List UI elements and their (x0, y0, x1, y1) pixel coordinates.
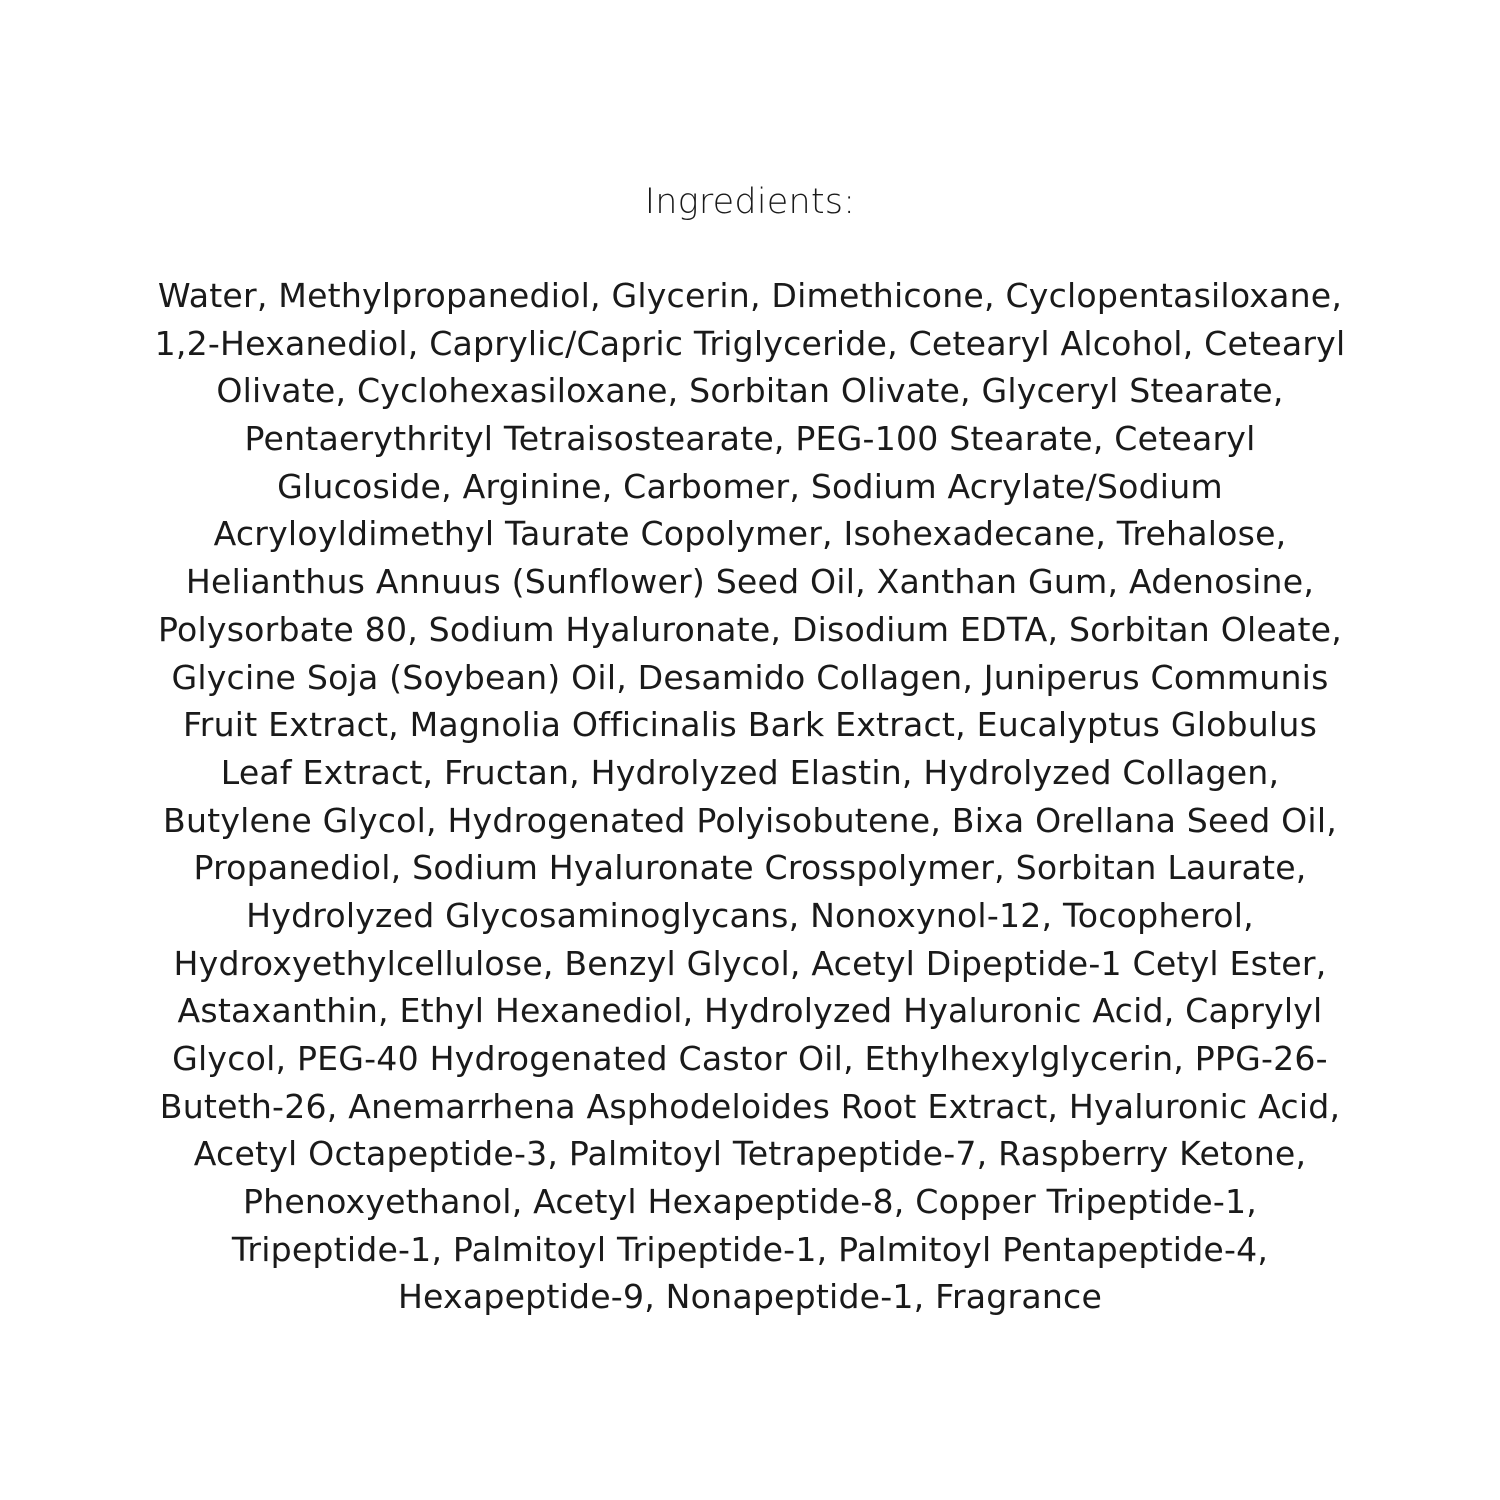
ingredients-line: Buteth-26, Anemarrhena Asphodeloides Root Extract, Hyaluronic Acid, (159, 1086, 1341, 1126)
ingredients-line: Olivate, Cyclohexasiloxane, Sorbitan Olivate, Glyceryl Stearate, (216, 371, 1284, 411)
ingredients-line: Glucoside, Arginine, Carbomer, Sodium Acrylate/Sodium (277, 466, 1223, 506)
ingredients-line: Helianthus Annuus (Sunflower) Seed Oil, Xanthan Gum, Adenosine, (185, 562, 1315, 602)
ingredients-line: Tripeptide-1, Palmitoyl Tripeptide-1, Palmitoyl Pentapeptide-4, (231, 1229, 1269, 1269)
ingredients-line: Phenoxyethanol, Acetyl Hexapeptide-8, Copper Tripeptide-1, (242, 1182, 1258, 1222)
ingredients-line: Pentaerythrityl Tetraisostearate, PEG-100 Stearate, Cetearyl (244, 419, 1256, 459)
ingredients-line: 1,2-Hexanediol, Caprylic/Capric Triglyceride, Cetearyl Alcohol, Cetearyl (154, 323, 1346, 363)
ingredients-line: Butylene Glycol, Hydrogenated Polyisobutene, Bixa Orellana Seed Oil, (163, 800, 1337, 840)
ingredients-line: Acryloyldimethyl Taurate Copolymer, Isohexadecane, Trehalose, (213, 514, 1287, 554)
ingredients-line: Hydroxyethylcellulose, Benzyl Glycol, Acetyl Dipeptide-1 Cetyl Ester, (173, 943, 1327, 983)
ingredients-list (0, 272, 1500, 1321)
ingredients-line: Water, Methylpropanediol, Glycerin, Dimethicone, Cyclopentasiloxane, (157, 276, 1343, 315)
ingredients-line: Glycine Soja (Soybean) Oil, Desamido Collagen, Juniperus Communis (171, 657, 1329, 697)
ingredients-line: Astaxanthin, Ethyl Hexanediol, Hydrolyzed Hyaluronic Acid, Caprylyl (177, 991, 1323, 1031)
ingredients-line: Propanediol, Sodium Hyaluronate Crosspolymer, Sorbitan Laurate, (193, 848, 1307, 888)
ingredients-line: Fruit Extract, Magnolia Officinalis Bark Extract, Eucalyptus Globulus (182, 705, 1318, 745)
ingredients-line: Glycol, PEG-40 Hydrogenated Castor Oil, Ethylhexylglycerin, PPG-26- (172, 1039, 1328, 1078)
ingredients-line: Hexapeptide-9, Nonapeptide-1, Fragrance (397, 1277, 1103, 1317)
ingredients-line: Acetyl Octapeptide-3, Palmitoyl Tetrapeptide-7, Raspberry Ketone, (193, 1134, 1307, 1174)
ingredients-heading: Ingredients: (644, 182, 856, 222)
ingredients-line: Hydrolyzed Glycosaminoglycans, Nonoxynol-12, Tocopherol, (246, 895, 1254, 935)
ingredients-line: Leaf Extract, Fructan, Hydrolyzed Elastin, Hydrolyzed Collagen, (220, 752, 1280, 792)
ingredients-line: Polysorbate 80, Sodium Hyaluronate, Disodium EDTA, Sorbitan Oleate, (158, 609, 1342, 649)
